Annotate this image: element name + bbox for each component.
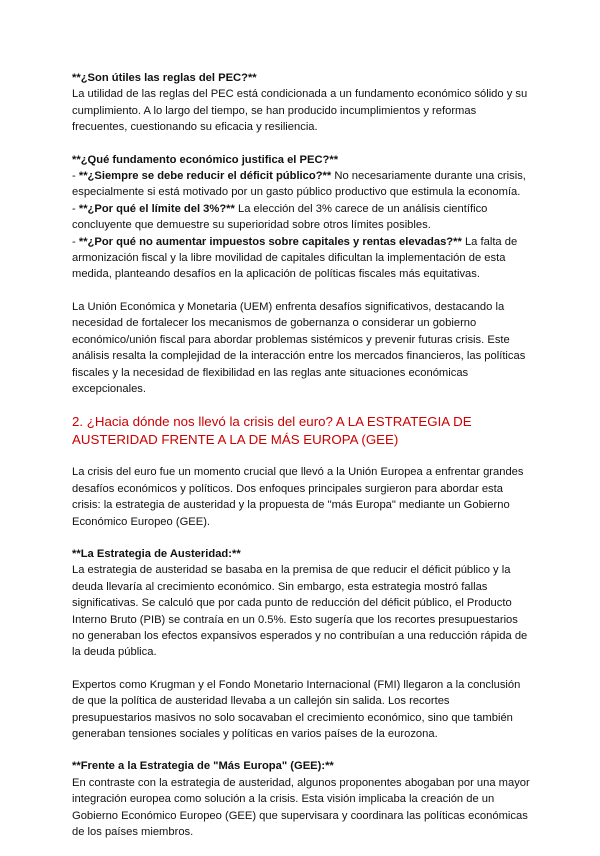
list-item-answer: La elección del 3% carece de un análisis científico concluyente que demuestre su superioridad sobre otros límites posibles. [72,202,488,232]
list-item-answer: La falta de armonización fiscal y la libre movilidad de capitales dificultan la implementación de esta medida, planteando desafíos en la aplicación de políticas fiscales más equitativas. [72,235,518,281]
list-item-question: **¿Por qué no aumentar impuestos sobre capitales y rentas elevadas?** [78,235,462,248]
austerity-body: La estrategia de austeridad se basaba en la premisa de que reducir el déficit público y la deuda llevaría al crecimiento económico. Sin embargo, esta estrategia mostró fallas significativas. Se calculó que por cada punto de reducción del déficit público, el Producto Interno Bruto (PIB) se contraía en un 0.5%. Esto sugería que los recortes presupuestarios no generaban los efectos expansivos esperados y no contribuían a una reducción rápida de la deuda pública. [72,564,528,659]
document-content [72,70,532,856]
list-item: - **¿Por qué el límite del 3%?** La elección del 3% carece de un análisis científico concluyente que demuestre su superioridad sobre otros límites posibles. [72,202,488,232]
list-item: - **¿Por qué no aumentar impuestos sobre capitales y rentas elevadas?** La falta de armonización fiscal y la libre movilidad de capitales dificultan la implementación de esta medida, planteando desafíos en la aplicación de políticas fiscales más equitativas. [72,235,518,281]
section-austerity [72,546,532,661]
pec-justification-heading: **¿Qué fundamento económico justifica el PEC?** [72,153,339,166]
more-europe-heading: **Frente a la Estrategia de "Más Europa" (GEE):** [72,760,334,773]
list-item: - **¿Siempre se debe reducir el déficit público?** No necesariamente durante una crisis, especialmente si está motivado por un gasto público productivo que estimula la economía. [72,170,526,199]
pec-rules-heading: **¿Son útiles las reglas del PEC?** [72,72,257,84]
austerity-heading: **La Estrategia de Austeridad:** [72,547,241,560]
section-2-title: 2. ¿Hacia dónde nos llevó la crisis del euro? A LA ESTRATEGIA DE AUSTERIDAD FRENTE A LA DE MÁS EUROPA (GEE) [72,414,472,447]
section-pec-justification [72,152,532,283]
section-euro-crisis-intro [72,464,532,530]
pec-rules-body: La utilidad de las reglas del PEC está condicionada a un fundamento económico sólido y su cumplimiento. A lo largo del tiempo, se han producido incumplimientos y reformas frecuentes, cuestionando su eficacia y resiliencia. [72,88,528,134]
section-experts [72,677,532,743]
section-more-europe [72,758,532,840]
more-europe-body: En contraste con la estrategia de austeridad, algunos proponentes abogaban por una mayor integración europea como solución a la crisis. Esta visión implicaba la creación de un Gobierno Económico Europeo (GEE) que supervisara y coordinara las políticas económicas de los países miembros. [72,776,530,839]
section-uem-summary [72,299,532,397]
list-item-question: **¿Siempre se debe reducir el déficit público?** [78,170,332,183]
section-pec-rules [72,70,532,136]
list-item-answer: No necesariamente durante una crisis, especialmente si está motivado por un gasto público productivo que estimula la economía. [72,170,526,199]
uem-summary-body: La Unión Económica y Monetaria (UEM) enfrenta desafíos significativos, destacando la necesidad de fortalecer los mecanismos de gobernanza o considerar un gobierno económico/unión fiscal para abordar problemas sistémicos y prevenir futuras crisis. Este análisis resalta la complejidad de la interacción entre los mercados financieros, las políticas fiscales y la necesidad de flexibilidad en las reglas ante situaciones económicas excepcionales. [72,300,526,395]
list-item-question: **¿Por qué el límite del 3%?** [78,202,235,215]
euro-crisis-intro-body: La crisis del euro fue un momento crucial que llevó a la Unión Europea a enfrentar grandes desafíos económicos y políticos. Dos enfoques principales surgieron para abordar esta crisis: la estrategia de austeridad y la propuesta de "más Europa" mediante un Gobierno Económico Europeo (GEE). [72,466,524,528]
experts-body: Expertos como Krugman y el Fondo Monetario Internacional (FMI) llegaron a la conclusión de que la política de austeridad llevaba a un callejón sin salida. Los recortes presupuestarios masivos no solo socavaban el crecimiento económico, sino que también generaban tensiones sociales y políticas en varios países de la eurozona. [72,678,521,740]
